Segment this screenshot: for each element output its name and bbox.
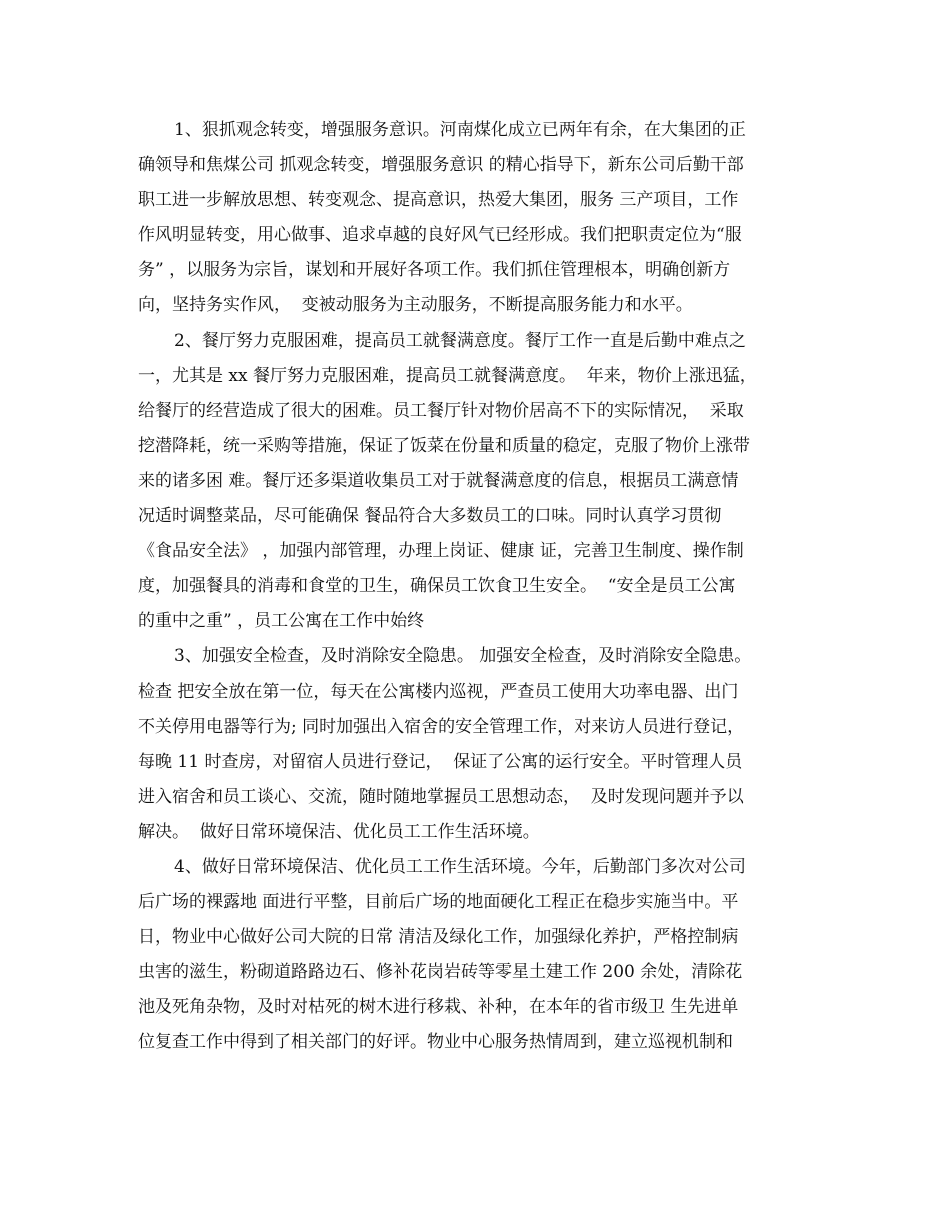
text-line: 解决。 做好日常环境保洁、优化员工工作生活环境。 (138, 821, 540, 842)
text-line: 况适时调整菜品，尽可能确保 餐品符合大多数员工的口味。同时认真学习贯彻 (138, 506, 722, 527)
text-line: 《食品安全法》 ，加强内部管理，办理上岗证、健康 证，完善卫生制度、操作制 (138, 541, 744, 562)
text-line: 给餐厅的经营造成了很大的困难。员工餐厅针对物价居高不下的实际情况， 采取 (138, 400, 744, 421)
text-line: 来的诸多困 难。餐厅还多渠道收集员工对于就餐满意度的信息，根据员工满意情 (138, 470, 739, 491)
text-line: 4、做好日常环境保洁、优化员工工作生活环境。今年，后勤部门多次对公司 (174, 856, 746, 877)
text-line: 确领导和焦煤公司 抓观念转变，增强服务意识 的精心指导下，新东公司后勤干部 (138, 155, 744, 176)
document-body (138, 113, 828, 1061)
text-line: 一，尤其是 xx 餐厅努力克服困难，提高员工就餐满意度。 年来，物价上涨迅猛， (138, 365, 757, 386)
text-line: 挖潜降耗，统一采购等措施，保证了饭菜在份量和质量的稳定，克服了物价上涨带 (138, 435, 750, 456)
text-line: 日，物业中心做好公司大院的日常 清洁及绿化工作，加强绿化养护，严格控制病 (138, 927, 739, 948)
text-line: 不关停用电器等行为; 同时加强出入宿舍的安全管理工作，对来访人员进行登记， (138, 716, 745, 737)
text-line: 向，坚持务实作风， 变被动服务为主动服务，不断提高服务能力和水平。 (138, 295, 693, 316)
text-line: 3、加强安全检查，及时消除安全隐患。 加强安全检查，及时消除安全隐患。 (174, 646, 752, 667)
text-line: 作风明显转变，用心做事、追求卓越的良好风气已经形成。我们把职责定位为“服 (138, 225, 742, 246)
text-line: 2、餐厅努力克服困难，提高员工就餐满意度。餐厅工作一直是后勤中难点之 (174, 330, 746, 351)
text-line: 池及死角杂物，及时对枯死的树木进行移栽、补种，在本年的省市级卫 生先进单 (138, 997, 739, 1018)
text-line: 职工进一步解放思想、转变观念、提高意识，热爱大集团，服务 三产项目，工作 (138, 190, 739, 211)
text-line: 进入宿舍和员工谈心、交流，随时随地掌握员工思想动态， 及时发现问题并予以 (138, 786, 744, 807)
text-line: 检查 把安全放在第一位，每天在公寓楼内巡视，严查员工使用大功率电器、出门 (138, 681, 739, 702)
paragraph-4 (138, 850, 828, 1061)
text-line: 每晚 11 时查房，对留宿人员进行登记， 保证了公寓的运行安全。平时管理人员 (138, 751, 743, 772)
paragraph-3 (138, 639, 828, 850)
text-line: 位复查工作中得到了相关部门的好评。物业中心服务热情周到，建立巡视机制和 (138, 1032, 733, 1053)
paragraph-1 (138, 113, 828, 324)
text-line: 1、狠抓观念转变，增强服务意识。河南煤化成立已两年有余，在大集团的正 (174, 120, 746, 140)
text-line: 度，加强餐具的消毒和食堂的卫生，确保员工饮食卫生安全。 “安全是员工公寓 (138, 576, 736, 597)
text-line: 务” ，以服务为宗旨，谋划和开展好各项工作。我们抓住管理根本，明确创新方 (138, 260, 731, 281)
paragraph-2 (138, 324, 828, 640)
text-line: 的重中之重” ，员工公寓在工作中始终 (138, 611, 425, 632)
text-line: 后广场的裸露地 面进行平整，目前后广场的地面硬化工程正在稳步实施当中。平 (138, 892, 739, 913)
text-line: 虫害的滋生，粉砌道路路边石、修补花岗岩砖等零星土建工作 200 余处，清除花 (138, 962, 743, 983)
